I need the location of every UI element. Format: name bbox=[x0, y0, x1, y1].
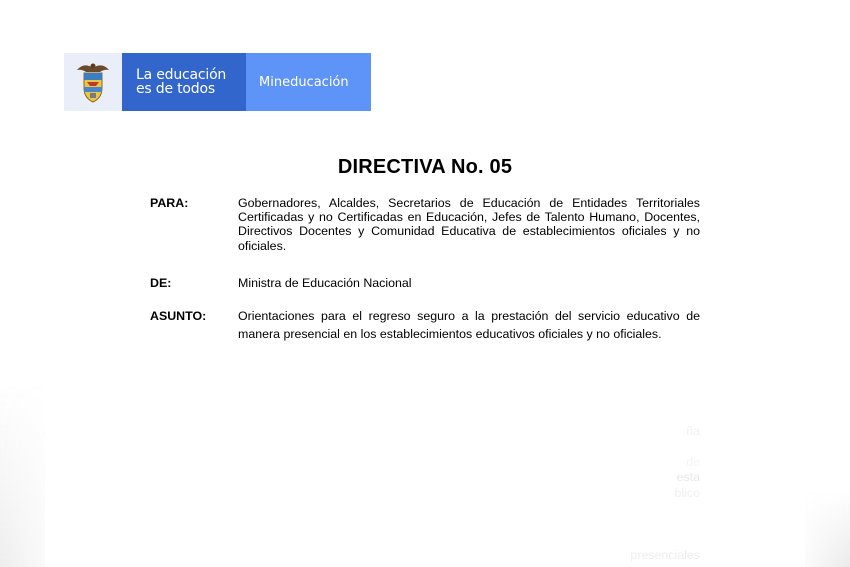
colombia-coat-of-arms-icon bbox=[64, 53, 122, 111]
slogan-line-2: es de todos bbox=[136, 81, 215, 97]
page-edge-shadow-left bbox=[0, 380, 45, 567]
slogan-block bbox=[122, 53, 246, 111]
faded-text-fragment: ña bbox=[686, 424, 700, 438]
field-label: ASUNTO: bbox=[150, 309, 207, 323]
field-para bbox=[150, 196, 700, 253]
faded-text-fragment bbox=[686, 455, 700, 469]
field-value: Gobernadores, Alcaldes, Secretarios de Educación de Entidades Territoriales Certificadas y no Certificadas en Educación, Jefes de Talento Humano, Docentes, Directivos Docentes y Comunidad Educativa de establecimientos oficiales y no oficiales. bbox=[238, 196, 700, 253]
field-label: PARA: bbox=[150, 196, 189, 210]
ministry-logo-banner bbox=[64, 53, 371, 111]
brand-block bbox=[246, 53, 371, 111]
field-label: DE: bbox=[150, 276, 172, 290]
faded-text-fragment: esta bbox=[676, 470, 700, 484]
page-edge-shadow-right bbox=[805, 490, 850, 567]
field-value: Ministra de Educación Nacional bbox=[238, 276, 412, 290]
faded-text-fragment: blico bbox=[674, 486, 700, 500]
slogan-line-1: La educación bbox=[136, 67, 227, 83]
field-de bbox=[150, 276, 700, 290]
field-asunto bbox=[150, 307, 700, 343]
faded-text-fragment: presenciales bbox=[630, 548, 700, 562]
field-value: Orientaciones para el regreso seguro a la prestación del servicio educativo de manera presencial en los establecimientos educativos oficiales y no oficiales. bbox=[238, 309, 700, 341]
brand-name: Mineducación bbox=[259, 74, 349, 90]
document-title: DIRECTIVA No. 05 bbox=[337, 156, 513, 178]
